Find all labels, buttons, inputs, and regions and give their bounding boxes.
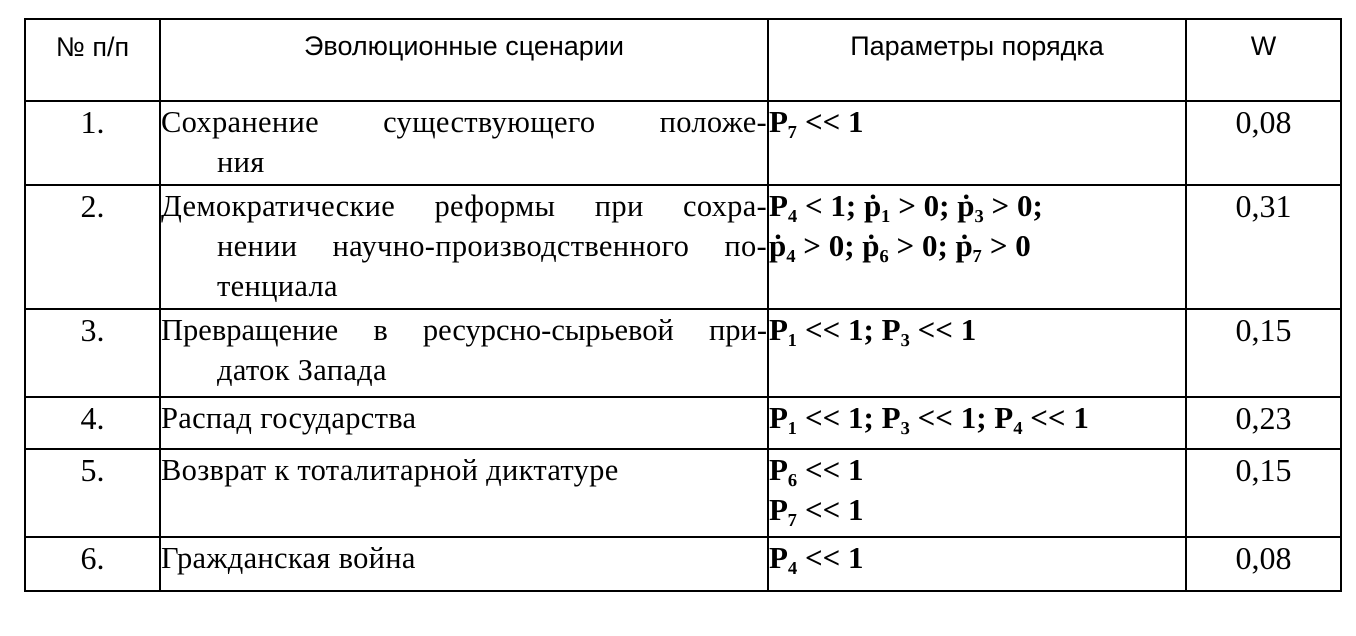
w-value: 0,15 (1186, 449, 1341, 537)
row-number: 6. (25, 537, 160, 591)
scenario-line: тенциала (217, 269, 338, 303)
params-line: P₇ << 1 (769, 104, 864, 139)
scenario-line: Гражданская война (161, 541, 416, 575)
table-row (25, 185, 1341, 309)
table-row (25, 397, 1341, 449)
params-cell (768, 449, 1186, 537)
scenario-line: Превращение в ресурсно-сырьевой при- (161, 313, 767, 347)
w-value: 0,15 (1186, 309, 1341, 397)
header-row (25, 19, 1341, 101)
table-row (25, 101, 1341, 185)
params-line: P₄ << 1 (769, 540, 864, 575)
scenario-cell (160, 309, 768, 397)
scenario-line: нении научно-производственного по- (217, 229, 767, 263)
params-line: P₁ << 1; P₃ << 1 (769, 312, 977, 347)
scenario-line: ния (217, 145, 265, 179)
header-num (25, 19, 160, 101)
scenario-line: Сохранение существующего положе- (161, 105, 767, 139)
table-row (25, 309, 1341, 397)
params-line: P₇ << 1 (769, 492, 864, 527)
header-scenario: Эволюционные сценарии (160, 19, 768, 101)
row-number: 5. (25, 449, 160, 537)
row-number: 1. (25, 101, 160, 185)
params-line: P₆ << 1 (769, 452, 864, 487)
header-w: W (1186, 19, 1341, 101)
row-number: 3. (25, 309, 160, 397)
params-line: P₄ < 1; ṗ₁ > 0; ṗ₃ > 0; (769, 188, 1043, 223)
row-number: 2. (25, 185, 160, 309)
table-row (25, 449, 1341, 537)
params-line: P₁ << 1; P₃ << 1; P₄ << 1 (769, 400, 1089, 435)
params-cell (768, 397, 1186, 449)
w-value: 0,08 (1186, 537, 1341, 591)
header-params: Параметры порядка (768, 19, 1186, 101)
params-cell (768, 185, 1186, 309)
w-value: 0,08 (1186, 101, 1341, 185)
scenario-line: Возврат к тоталитарной диктатуре (161, 453, 619, 487)
params-cell (768, 537, 1186, 591)
header-num-label: № п/п (55, 32, 130, 62)
w-value: 0,31 (1186, 185, 1341, 309)
scenario-cell (160, 397, 768, 449)
params-line: ṗ₄ > 0; ṗ₆ > 0; ṗ₇ > 0 (769, 228, 1031, 263)
table-row (25, 537, 1341, 591)
scenario-line: Демократические реформы при сохра- (161, 189, 767, 223)
scenarios-table (24, 18, 1342, 592)
scenario-cell (160, 449, 768, 537)
scenario-cell (160, 101, 768, 185)
params-cell (768, 101, 1186, 185)
scenario-cell (160, 537, 768, 591)
scenario-line: даток Запада (217, 353, 387, 387)
row-number: 4. (25, 397, 160, 449)
scenario-cell (160, 185, 768, 309)
params-cell (768, 309, 1186, 397)
scenario-line: Распад государства (161, 401, 417, 435)
w-value: 0,23 (1186, 397, 1341, 449)
